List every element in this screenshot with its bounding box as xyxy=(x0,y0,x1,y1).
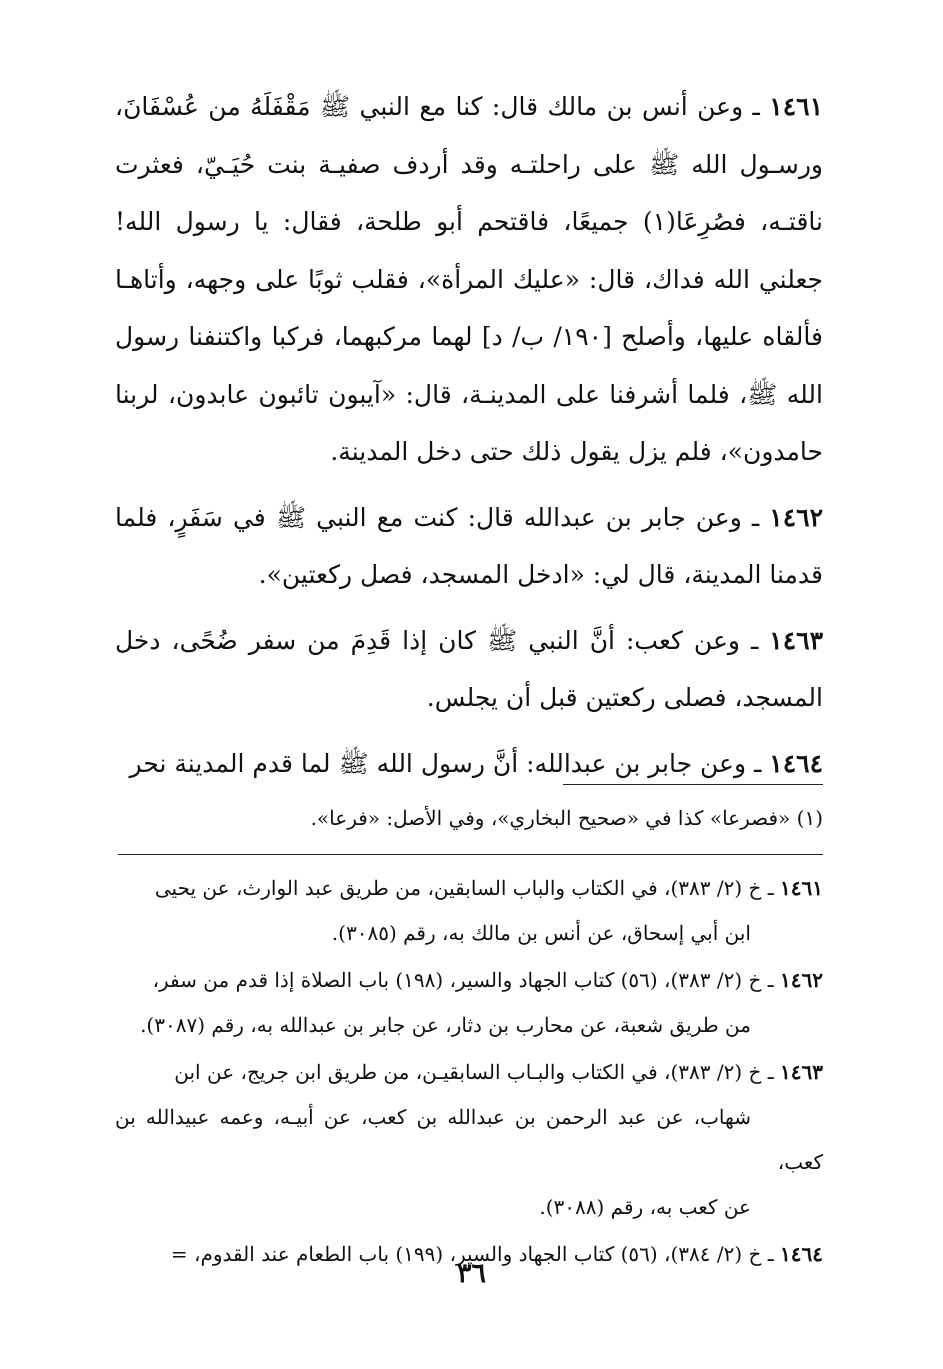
note-number: ١٤٦٤ xyxy=(780,1242,823,1266)
text-line: قدمنا المدينة، قال لي: «ادخل المسجد، فصل ركعتين». xyxy=(258,560,823,589)
text-line: [١٩٠/ ب/ د] لهما مركبهما، فركبا واكتنفنا رسول الله ﷺ، فلما أشرفنا على xyxy=(115,322,823,409)
note-line: عن كعب به، رقم (٣٠٨٨). xyxy=(539,1195,751,1219)
takhrij-1461 xyxy=(115,866,823,956)
note-number: ١٤٦٣ xyxy=(780,1060,823,1084)
text-line: ورسـول الله ﷺ على راحلتـه وقد أردف صفيـة بنت حُيَـيّ، فعثرت ناقتـه، xyxy=(115,149,823,236)
page-number: ٣٦ xyxy=(456,1258,486,1289)
takhrij-1463 xyxy=(115,1050,823,1230)
takhrij-notes xyxy=(115,866,823,1279)
note-line: ـ خ (٢/ ٣٨٣)، في الكتاب والباب السابقين، من طريق عبد الوارث، عن يحيى xyxy=(154,876,774,900)
hadith-number: ١٤٦١ xyxy=(769,92,823,121)
hadith-number: ١٤٦٤ xyxy=(769,748,823,778)
hadith-1462 xyxy=(115,489,823,604)
text-line: المسجد، فصلى ركعتين قبل أن يجلس. xyxy=(426,683,823,712)
note-line: ـ خ (٢/ ٣٨٣)، (٥٦) كتاب الجهاد والسير، (١٩٨) باب الصلاة إذا قدم من سفر، xyxy=(152,968,774,992)
text-line: المدينـة، قال: «آيبون تائبون عابدون، لربنا حامدون»، فلم يزل يقول ذلك xyxy=(115,379,823,466)
footnote: (١) «فصرعا» كذا في «صحيح البخاري»، وفي الأصل: «فرعا». xyxy=(310,806,823,830)
text-line: ـ وعن كعب: أنَّ النبي ﷺ كان إذا قَدِمَ من سفر ضُحًى، دخل xyxy=(115,625,759,655)
text-line: ـ وعن أنس بن مالك قال: كنا مع النبي ﷺ مَقْفَلَهُ من عُسْفَانَ، xyxy=(115,92,760,121)
note-number: ١٤٦١ xyxy=(780,876,823,900)
main-text xyxy=(115,78,823,792)
note-line: ابن أبي إسحاق، عن أنس بن مالك به، رقم (٣٠٨٥). xyxy=(331,921,751,945)
hadith-1461 xyxy=(115,78,823,481)
note-line: شهاب، عن عبد الرحمن بن عبدالله بن كعب، عن أبيـه، وعمه عبيدالله بن كعب، xyxy=(115,1105,823,1174)
text-line: فصُرِعَا(١) جميعًا، فاقتحم أبو طلحة، فقال: يا رسول الله! جعلني الله فداك، xyxy=(115,207,823,294)
note-line: من طريق شعبة، عن محارب بن دثار، عن جابر بن عبدالله به، رقم (٣٠٨٧). xyxy=(140,1013,751,1037)
hadith-number: ١٤٦٢ xyxy=(769,502,823,532)
text-line: ـ وعن جابر بن عبدالله: أنَّ رسول الله ﷺ لما قدم المدينة نحر xyxy=(129,748,762,778)
takhrij-1462 xyxy=(115,958,823,1048)
text-line: قال: «عليك المرأة»، فقلب ثوبًا على وجهه، وأتاهـا فألقاه عليها، وأصلح xyxy=(115,264,823,351)
note-line: ـ خ (٢/ ٣٨٤)، (٥٦) كتاب الجهاد والسير، (١٩٩) باب الطعام عند القدوم، = xyxy=(170,1242,774,1266)
text-line: حتى دخل المدينة. xyxy=(330,437,514,466)
hadith-number: ١٤٦٣ xyxy=(769,625,823,655)
hadith-1463 xyxy=(115,612,823,727)
takhrij-separator xyxy=(118,854,823,855)
text-line: ـ وعن جابر بن عبدالله قال: كنت مع النبي ﷺ في سَفَرٍ، فلما xyxy=(115,502,760,532)
footnote-separator xyxy=(563,784,823,785)
note-number: ١٤٦٢ xyxy=(780,968,823,992)
note-line: ـ خ (٢/ ٣٨٣)، في الكتاب والبـاب السابقيـن، من طريق ابن جريج، عن ابن xyxy=(174,1060,774,1084)
